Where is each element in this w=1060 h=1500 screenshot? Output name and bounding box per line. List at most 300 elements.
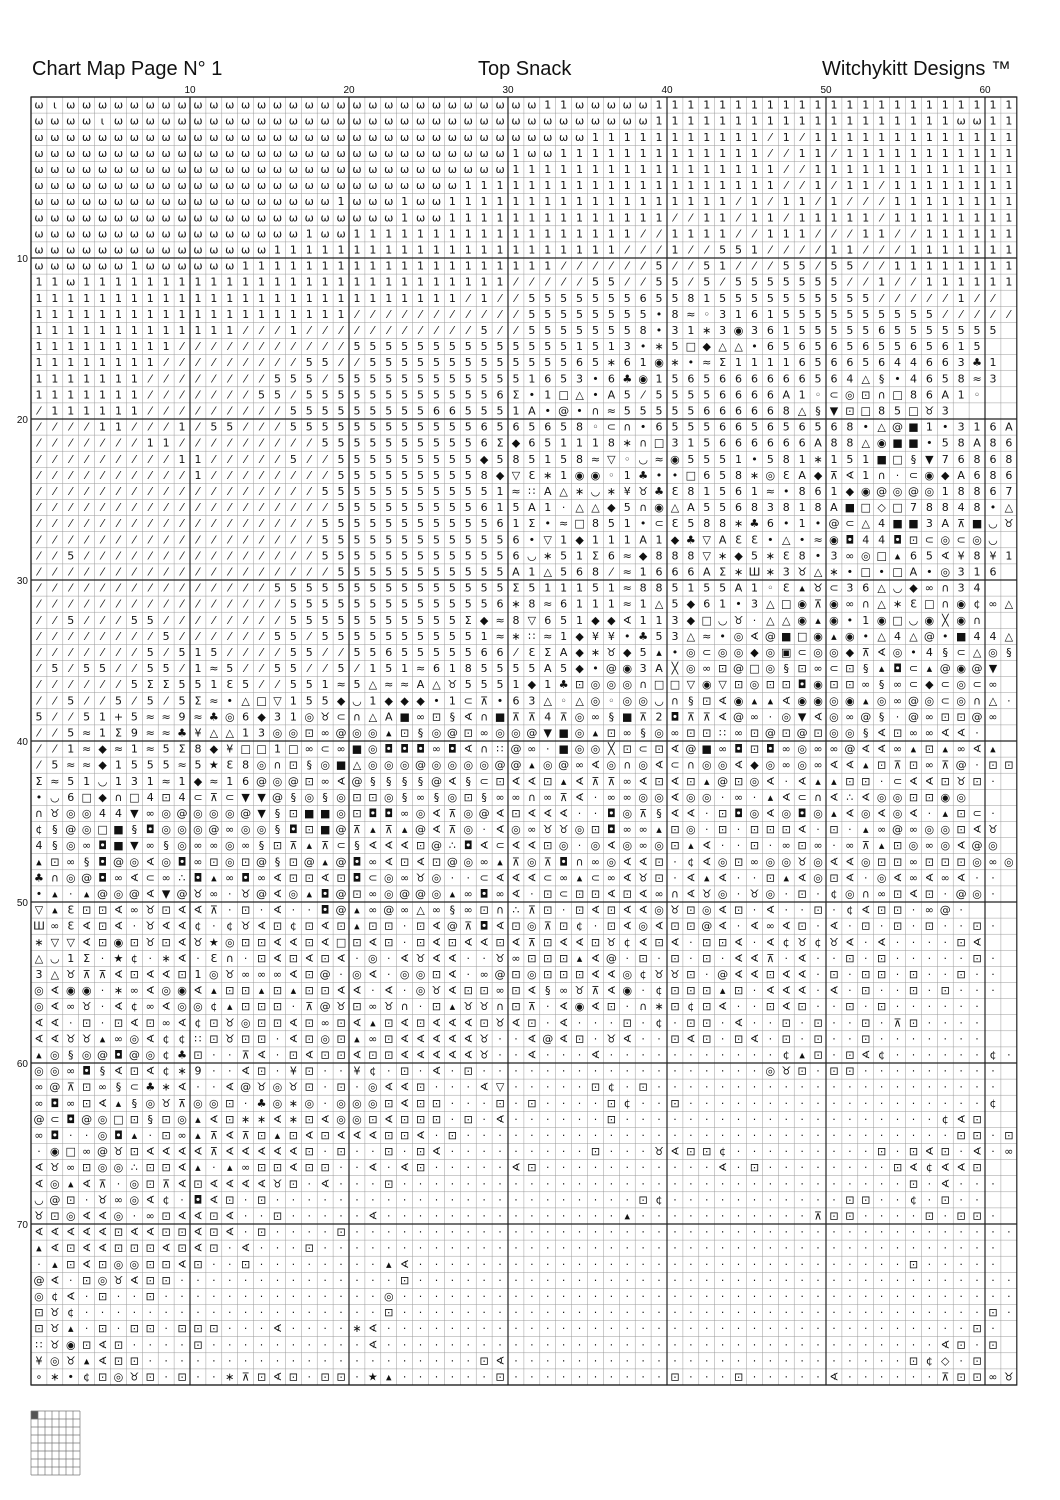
stitch-symbol: 1	[735, 452, 743, 466]
stitch-symbol: ·	[736, 887, 741, 901]
stitch-symbol: ▴	[354, 903, 360, 917]
stitch-symbol: •	[783, 484, 790, 498]
stitch-symbol: ◘	[50, 1096, 60, 1110]
stitch-symbol: ≈	[161, 726, 171, 740]
stitch-symbol: ·	[482, 1177, 486, 1191]
stitch-symbol: ∢	[956, 1161, 966, 1175]
stitch-symbol: ▴	[52, 1257, 58, 1271]
stitch-symbol: ·	[275, 1338, 280, 1352]
stitch-symbol: ∢	[574, 935, 585, 949]
stitch-symbol: ▽	[273, 694, 282, 708]
stitch-symbol: ⊡	[892, 855, 903, 869]
stitch-symbol: ω	[606, 114, 616, 128]
stitch-symbol: 5	[369, 388, 377, 402]
stitch-symbol: ◆	[750, 758, 759, 772]
stitch-symbol: ∢	[241, 1145, 251, 1159]
stitch-symbol: ⊡	[686, 1016, 696, 1030]
stitch-symbol: 5	[321, 484, 329, 498]
stitch-symbol: ·	[673, 1289, 677, 1303]
stitch-symbol: ·	[720, 1354, 725, 1368]
stitch-symbol: ▼	[257, 806, 266, 820]
stitch-symbol: ♉	[813, 581, 823, 595]
stitch-symbol: ·	[180, 1273, 184, 1287]
stitch-symbol: ⁄	[165, 694, 168, 708]
stitch-symbol: 5	[385, 501, 393, 515]
stitch-symbol: ·	[1007, 1273, 1011, 1287]
stitch-symbol: 5	[417, 388, 425, 402]
stitch-symbol: 6	[830, 420, 838, 434]
stitch-symbol: 5	[417, 452, 425, 466]
stitch-symbol: ⊼	[209, 1128, 218, 1142]
stitch-symbol: ▴	[67, 1177, 74, 1191]
stitch-symbol: ·	[577, 1016, 582, 1030]
stitch-symbol: ·	[720, 1322, 725, 1336]
stitch-symbol: 5	[448, 597, 456, 611]
stitch-symbol: 5	[464, 549, 472, 563]
stitch-symbol: @	[256, 855, 268, 869]
stitch-symbol: ω	[272, 195, 283, 209]
stitch-symbol: ·	[387, 1193, 391, 1207]
stitch-symbol: ·	[450, 1080, 455, 1094]
stitch-symbol: △	[368, 710, 378, 724]
stitch-symbol: ·	[339, 1354, 343, 1368]
stitch-symbol: ·	[212, 1257, 216, 1271]
stitch-symbol: ¢	[623, 935, 631, 949]
stitch-symbol: 1	[766, 307, 774, 321]
stitch-symbol: ♉	[654, 1145, 664, 1159]
stitch-symbol: ·	[879, 1080, 884, 1094]
stitch-symbol: ω	[400, 98, 410, 112]
stitch-symbol: ·	[911, 1112, 916, 1126]
stitch-symbol: ∢	[543, 806, 553, 820]
stitch-symbol: 5	[464, 678, 472, 692]
stitch-symbol: ⊼	[591, 774, 600, 788]
stitch-symbol: ◎	[717, 645, 728, 659]
stitch-symbol: ·	[895, 1032, 900, 1046]
stitch-symbol: 5	[385, 565, 393, 579]
stitch-symbol: ∢	[670, 790, 680, 804]
stitch-symbol: ω	[431, 195, 442, 209]
stitch-symbol: ⊼	[941, 758, 950, 772]
stitch-symbol: ω	[559, 130, 569, 144]
stitch-symbol: ⁄	[212, 565, 215, 579]
stitch-symbol: ◎	[956, 694, 966, 708]
stitch-symbol: Ɛ	[782, 549, 790, 563]
stitch-symbol: ω	[463, 98, 473, 112]
stitch-symbol: ⁄	[53, 694, 56, 708]
stitch-symbol: Ɛ	[782, 468, 790, 482]
stitch-symbol: ·	[625, 1161, 629, 1175]
stitch-symbol: ·	[720, 1048, 725, 1062]
stitch-symbol: 1	[528, 372, 536, 386]
stitch-symbol: ⊡	[924, 742, 934, 756]
stitch-symbol: 5	[353, 517, 361, 531]
stitch-symbol: ·	[720, 1112, 725, 1126]
stitch-symbol: ·	[561, 1209, 566, 1223]
stitch-symbol: ∞	[908, 823, 919, 837]
stitch-symbol: ♉	[956, 774, 967, 788]
stitch-symbol: ·	[339, 1306, 343, 1320]
stitch-symbol: 5	[83, 710, 91, 724]
stitch-symbol: A	[639, 533, 647, 547]
stitch-symbol: ∢	[225, 1177, 235, 1191]
stitch-symbol: ·	[593, 1161, 598, 1175]
stitch-symbol: ⊼	[639, 806, 648, 820]
stitch-symbol: ⊡	[161, 903, 171, 917]
stitch-symbol: ◉	[574, 1000, 585, 1014]
stitch-symbol: 1	[353, 275, 361, 289]
stitch-symbol: ∩	[575, 855, 584, 869]
stitch-symbol: ♉	[463, 1000, 474, 1014]
stitch-symbol: ∞	[161, 871, 171, 885]
stitch-symbol: ▴	[783, 871, 790, 885]
stitch-symbol: ∞	[34, 1096, 44, 1110]
stitch-symbol: ♉	[34, 1209, 44, 1223]
stitch-symbol: 4	[989, 629, 997, 643]
stitch-symbol: 6	[766, 323, 774, 337]
stitch-symbol: ◎	[765, 662, 776, 676]
row-number: 50	[16, 898, 28, 909]
stitch-symbol: ⁄	[69, 501, 72, 515]
stitch-symbol: ·	[466, 1096, 470, 1110]
stitch-symbol: ·	[736, 1145, 741, 1159]
stitch-symbol: ·	[275, 1273, 280, 1287]
stitch-symbol: 5	[178, 678, 186, 692]
stitch-symbol: ♉	[224, 1032, 235, 1046]
stitch-symbol: •	[862, 629, 869, 643]
stitch-symbol: ·	[832, 1193, 836, 1207]
stitch-symbol: ∢	[463, 935, 473, 949]
stitch-symbol: △	[1004, 629, 1014, 643]
stitch-symbol: ∗	[702, 323, 712, 337]
stitch-symbol: ⁄	[69, 597, 72, 611]
stitch-symbol: ◎	[256, 823, 267, 837]
stitch-symbol: ∞	[861, 678, 871, 692]
stitch-symbol: ω	[113, 98, 124, 112]
stitch-symbol: ω	[320, 179, 330, 193]
stitch-symbol: 1	[957, 211, 965, 225]
stitch-symbol: ⁄	[101, 436, 104, 450]
stitch-symbol: ▽	[34, 903, 44, 917]
stitch-symbol: ∞	[368, 887, 378, 901]
stitch-symbol: ∞	[225, 871, 235, 885]
stitch-symbol: 4	[894, 356, 902, 370]
stitch-symbol: 5	[448, 484, 456, 498]
stitch-symbol: ·	[752, 1225, 757, 1239]
stitch-symbol: @	[240, 806, 252, 820]
stitch-symbol: ∩	[591, 404, 600, 418]
stitch-symbol: ·	[561, 1322, 566, 1336]
stitch-symbol: ⁄	[181, 662, 183, 676]
stitch-symbol: ■	[319, 823, 331, 837]
stitch-symbol: ∢	[320, 871, 330, 885]
stitch-symbol: ·	[657, 1322, 661, 1336]
stitch-symbol: ⊡	[66, 1193, 76, 1207]
stitch-symbol: 1	[957, 98, 965, 112]
stitch-symbol: 5	[623, 404, 631, 418]
stitch-symbol: ω	[50, 179, 60, 193]
stitch-symbol: 5	[814, 291, 822, 305]
stitch-symbol: ∞	[145, 1209, 155, 1223]
stitch-symbol: ·	[816, 1322, 820, 1336]
stitch-symbol: ⁄	[85, 436, 88, 450]
stitch-symbol: ⊡	[209, 1016, 219, 1030]
stitch-symbol: 1	[973, 565, 981, 579]
stitch-symbol: ∴	[512, 903, 520, 917]
stitch-symbol: 5	[671, 420, 679, 434]
stitch-symbol: ∢	[431, 919, 442, 933]
stitch-symbol: ◎	[876, 790, 887, 804]
stitch-symbol: ·	[959, 1257, 963, 1271]
stitch-symbol: ⊡	[797, 1000, 807, 1014]
stitch-symbol: ∢	[145, 887, 155, 901]
stitch-symbol: 8	[655, 549, 663, 563]
stitch-symbol: ω	[304, 146, 314, 160]
stitch-symbol: ·	[927, 1177, 932, 1191]
stitch-symbol: 5	[130, 678, 138, 692]
stitch-symbol: ·	[259, 1241, 264, 1255]
stitch-symbol: ·	[816, 984, 820, 998]
stitch-symbol: ⊡	[225, 1096, 235, 1110]
stitch-symbol: ·	[625, 1225, 629, 1239]
stitch-symbol: ∢	[622, 903, 632, 917]
stitch-symbol: 6	[989, 484, 997, 498]
stitch-symbol: ·	[466, 1306, 470, 1320]
stitch-symbol: ⊡	[972, 774, 982, 788]
stitch-symbol: 6	[750, 388, 758, 402]
stitch-symbol: ⊡	[972, 1322, 982, 1336]
stitch-symbol: ·	[561, 1289, 566, 1303]
stitch-symbol: •	[926, 565, 933, 579]
stitch-symbol: 5	[432, 517, 440, 531]
stitch-symbol: ·	[832, 1080, 836, 1094]
stitch-symbol: ·	[323, 1209, 327, 1223]
stitch-symbol: ·	[355, 1177, 359, 1191]
stitch-symbol: 6	[528, 436, 536, 450]
stitch-symbol: ◦	[814, 388, 822, 402]
stitch-symbol: ·	[418, 1338, 423, 1352]
stitch-symbol: 8	[480, 468, 488, 482]
stitch-symbol: ∢	[177, 903, 187, 917]
stitch-symbol: ∢	[877, 645, 887, 659]
stitch-symbol: ω	[463, 146, 473, 160]
stitch-symbol: 1	[862, 613, 870, 627]
stitch-symbol: ∢	[495, 823, 505, 837]
stitch-symbol: ⁄	[260, 340, 263, 354]
stitch-symbol: ·	[752, 1145, 757, 1159]
stitch-symbol: ¢	[289, 919, 297, 933]
stitch-symbol: ⊡	[241, 1032, 251, 1046]
stitch-symbol: 5	[607, 275, 615, 289]
stitch-symbol: ⁄	[880, 291, 883, 305]
stitch-symbol: ·	[720, 951, 725, 965]
stitch-symbol: 5	[496, 404, 504, 418]
stitch-symbol: 1	[273, 742, 281, 756]
stitch-symbol: ◡	[892, 581, 903, 595]
stitch-symbol: ⊡	[908, 1016, 919, 1030]
stitch-symbol: ·	[848, 1112, 852, 1126]
stitch-symbol: 1	[432, 243, 440, 257]
stitch-symbol: ⁄	[642, 388, 645, 402]
stitch-symbol: ·	[307, 1354, 311, 1368]
stitch-symbol: ⊂	[590, 871, 601, 885]
stitch-symbol: ⁄	[181, 613, 183, 627]
stitch-symbol: ◎	[399, 967, 410, 981]
stitch-symbol: 8	[973, 452, 981, 466]
stitch-symbol: @	[415, 823, 427, 837]
stitch-symbol: 1	[496, 179, 504, 193]
stitch-symbol: @	[65, 823, 77, 837]
stitch-symbol: ∢	[622, 613, 632, 627]
stitch-symbol: 1	[814, 98, 822, 112]
stitch-symbol: ⁄	[244, 613, 247, 627]
stitch-symbol: 5	[623, 501, 631, 515]
stitch-symbol: ▴	[942, 806, 949, 820]
stitch-symbol: ω	[34, 130, 44, 144]
stitch-symbol: ·	[752, 1354, 757, 1368]
stitch-symbol: ω	[447, 179, 457, 193]
stitch-symbol: 1	[719, 211, 727, 225]
stitch-symbol: 5	[321, 613, 329, 627]
stitch-symbol: ◎	[845, 887, 855, 901]
stitch-symbol: 8	[798, 484, 806, 498]
stitch-symbol: ·	[832, 1177, 836, 1191]
stitch-symbol: ·	[752, 790, 757, 804]
stitch-symbol: 1	[496, 195, 504, 209]
stitch-symbol: ·	[768, 1161, 773, 1175]
stitch-symbol: ▴	[401, 823, 408, 837]
stitch-symbol: 5	[655, 259, 663, 273]
stitch-symbol: 1	[560, 436, 568, 450]
stitch-symbol: ◎	[97, 1161, 108, 1175]
stitch-symbol: ▴	[226, 1161, 233, 1175]
stitch-symbol: ·	[657, 1128, 661, 1142]
stitch-symbol: ·	[895, 1064, 900, 1078]
stitch-symbol: ⁄	[276, 484, 279, 498]
stitch-symbol: 5	[798, 259, 806, 273]
stitch-symbol: ·	[800, 1128, 804, 1142]
stitch-symbol: ⊡	[193, 1048, 203, 1062]
stitch-symbol: ω	[431, 98, 442, 112]
stitch-symbol: 1	[210, 307, 218, 321]
stitch-symbol: ▴	[799, 1048, 805, 1062]
stitch-symbol: ·	[705, 1322, 709, 1336]
stitch-symbol: ∞	[256, 871, 267, 885]
stitch-symbol: ⁄	[101, 581, 104, 595]
stitch-symbol: 5	[432, 452, 440, 466]
stitch-symbol: 1	[655, 372, 663, 386]
stitch-symbol: ◎	[860, 855, 871, 869]
stitch-symbol: ⊡	[654, 855, 664, 869]
stitch-symbol: ≈	[209, 694, 219, 708]
stitch-symbol: ∞	[66, 1096, 76, 1110]
stitch-symbol: ·	[514, 1128, 518, 1142]
stitch-symbol: ·	[848, 984, 852, 998]
stitch-symbol: 5	[591, 581, 599, 595]
stitch-symbol: ·	[832, 951, 836, 965]
stitch-symbol: ∢	[733, 967, 744, 981]
stitch-symbol: 3	[957, 420, 965, 434]
stitch-symbol: ω	[82, 179, 92, 193]
stitch-symbol: ω	[288, 114, 298, 128]
stitch-symbol: 5	[305, 356, 313, 370]
stitch-symbol: 5	[432, 533, 440, 547]
stitch-symbol: @	[335, 887, 347, 901]
stitch-symbol: 5	[432, 484, 440, 498]
stitch-symbol: 1	[846, 179, 854, 193]
stitch-symbol: 1	[655, 98, 663, 112]
stitch-symbol: ·	[609, 1048, 614, 1062]
stitch-symbol: ⁄	[228, 629, 231, 643]
stitch-symbol: ¢	[655, 984, 663, 998]
stitch-symbol: ·	[975, 1177, 979, 1191]
stitch-symbol: ·	[800, 1306, 804, 1320]
stitch-symbol: 5	[655, 291, 663, 305]
stitch-symbol: 3	[671, 613, 679, 627]
stitch-symbol: ω	[590, 114, 601, 128]
stitch-symbol: ·	[879, 1289, 884, 1303]
stitch-symbol: ω	[193, 179, 203, 193]
stitch-symbol: ⁄	[69, 662, 72, 676]
stitch-symbol: ∢	[511, 1161, 521, 1175]
stitch-symbol: ∗	[892, 597, 903, 611]
stitch-symbol: ⊡	[892, 1161, 903, 1175]
stitch-symbol: ⊡	[272, 1209, 283, 1223]
stitch-symbol: □	[288, 742, 299, 756]
stitch-symbol: ∴	[448, 839, 456, 853]
stitch-symbol: ⊡	[352, 887, 362, 901]
stitch-symbol: ⁄	[101, 549, 104, 563]
stitch-symbol: ∢	[352, 1016, 362, 1030]
stitch-symbol: @	[112, 855, 124, 869]
stitch-symbol: 5	[337, 372, 345, 386]
stitch-symbol: ⊂	[638, 742, 648, 756]
stitch-symbol: □	[653, 678, 665, 692]
stitch-symbol: 5	[512, 356, 520, 370]
stitch-symbol: ω	[97, 195, 108, 209]
stitch-symbol: 6	[655, 420, 663, 434]
stitch-symbol: □	[256, 742, 267, 756]
stitch-symbol: ∢	[972, 1145, 982, 1159]
stitch-symbol: ⊂	[956, 533, 966, 547]
stitch-symbol: ⊡	[574, 967, 585, 981]
stitch-symbol: ◉	[654, 501, 664, 515]
stitch-symbol: @	[923, 629, 935, 643]
stitch-symbol: ◎	[908, 839, 919, 853]
stitch-symbol: ·	[959, 1048, 963, 1062]
stitch-symbol: ω	[113, 146, 124, 160]
stitch-symbol: ω	[82, 259, 92, 273]
stitch-symbol: ∢	[161, 967, 171, 981]
stitch-symbol: ◎	[749, 678, 760, 692]
stitch-symbol: ·	[498, 1225, 502, 1239]
stitch-symbol: ⁄	[228, 372, 231, 386]
stitch-symbol: 1	[337, 195, 345, 209]
stitch-symbol: ∷	[35, 1338, 43, 1352]
stitch-symbol: ·	[387, 1064, 391, 1078]
stitch-symbol: 1	[973, 275, 981, 289]
stitch-symbol: ·	[498, 1209, 502, 1223]
stitch-symbol: ·	[991, 1289, 995, 1303]
stitch-symbol: ∞	[113, 1032, 124, 1046]
stitch-symbol: ⁄	[165, 533, 168, 547]
column-number: 10	[184, 85, 196, 96]
stitch-symbol: ◎	[940, 823, 951, 837]
stitch-symbol: ·	[975, 1273, 979, 1287]
stitch-symbol: ⊡	[511, 967, 521, 981]
stitch-symbol: 7	[1005, 484, 1013, 498]
stitch-symbol: ·	[736, 823, 741, 837]
